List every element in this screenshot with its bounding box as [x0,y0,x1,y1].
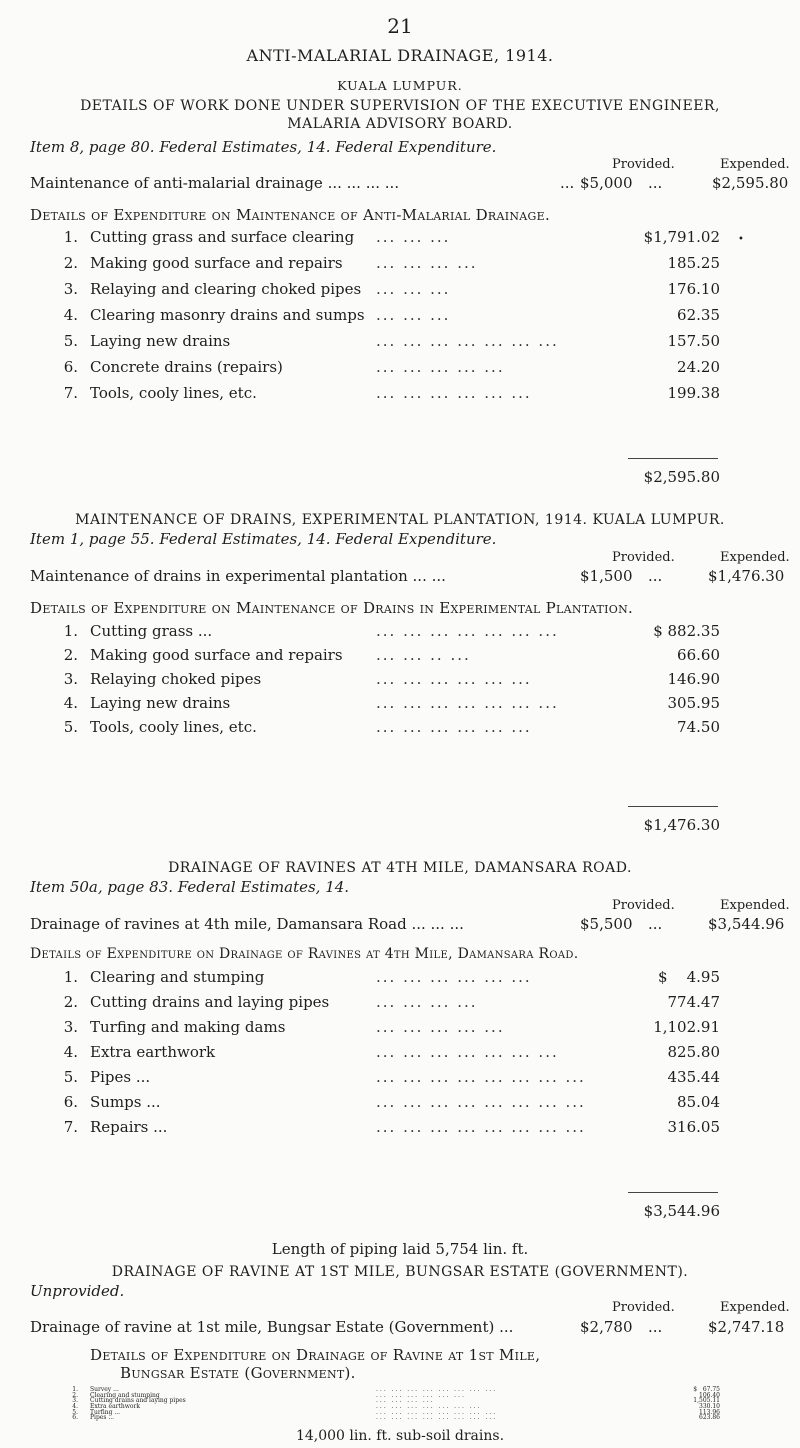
expended-amount-2: $1,476.30 [708,567,785,585]
summary-label-4: Drainage of ravine at 1st mile, Bungsar Estate (Government) ... [30,1318,514,1336]
expenditure-row [56,718,726,738]
expenditure-row [56,358,726,378]
row-number: 4. [63,1043,78,1061]
details-heading-2: Details of Expenditure on Maintenance of Drains in Experimental Plantation. [30,599,634,617]
row-leader-dots: ... ... ... [376,306,451,324]
row-number: 2. [63,993,78,1011]
row-number: 6. [63,358,78,376]
row-number: 4. [63,306,78,324]
row-amount: 435.44 [667,1068,720,1086]
row-label: Relaying choked pipes [90,670,262,688]
provided-header-2: Provided. [612,550,675,565]
row-leader-dots: ... ... ... ... ... ... ... ... [376,1414,498,1422]
expended-amount-4: $2,747.18 [708,1318,785,1336]
row-label: Turfing and making dams [90,1018,286,1036]
row-number: 4. [63,694,78,712]
row-amount: 176.10 [667,280,720,298]
expenditure-row [56,228,726,248]
row-label: Cutting grass ... [90,622,213,640]
row-amount: 330.10 [699,1403,720,1410]
details-heading-4b: Bungsar Estate (Government). [120,1364,356,1382]
row-number: 1. [72,1386,78,1393]
subsoil-note: 14,000 lin. ft. sub-soil drains. [295,1428,505,1444]
total-rule-1 [628,458,718,459]
row-label: Clearing masonry drains and sumps [90,306,365,324]
row-leader-dots: ... ... ... ... ... ... ... [376,332,559,350]
expenditure-row [56,254,726,274]
expenditure-row [56,968,726,988]
row-label: Sumps ... [90,1093,161,1111]
row-number: 1. [63,968,78,986]
expenditure-row [56,993,726,1013]
row-amount: 1,505.11 [693,1397,720,1405]
row-label: Making good surface and repairs [90,646,343,664]
total-amount-1: $2,595.80 [643,468,720,486]
row-amount: $ 67.75 [693,1386,720,1393]
item-reference-4: Unprovided. [30,1282,125,1300]
page-number: 21 [387,14,413,38]
row-label: Pipes ... [90,1414,115,1422]
total-rule-2 [628,806,718,807]
row-leader-dots: ... ... ... ... ... ... [376,670,532,688]
row-label: Concrete drains (repairs) [90,358,283,376]
row-number: 3. [63,670,78,688]
row-amount: 113.96 [699,1408,720,1416]
row-amount: 106.40 [699,1391,720,1399]
summary-label-2: Maintenance of drains in experimental plantation ... ... [30,567,446,585]
expenditure-row [56,1093,726,1113]
expenditure-row [56,384,726,404]
row-leader-dots: ... ... ... ... ... ... ... ... [376,1068,586,1086]
expended-header-2: Expended. [720,550,790,565]
row-label: Turfing ... [90,1408,121,1416]
total-amount-2: $1,476.30 [643,816,720,834]
row-label: Clearing and stumping [90,968,265,986]
row-number: 6. [72,1414,78,1422]
row-label: Making good surface and repairs [90,254,343,272]
row-label: Cutting drains and laying pipes [90,993,330,1011]
row-leader-dots: ... ... ... ... ... ... ... [376,694,559,712]
row-label: Extra earthwork [90,1403,141,1410]
row-amount: 62.35 [677,306,720,324]
row-amount: $ 882.35 [653,622,720,640]
row-leader-dots: ... ... ... ... ... ... ... ... [376,1093,586,1111]
row-amount: 825.80 [667,1043,720,1061]
row-label: Laying new drains [90,332,231,350]
row-number: 3. [63,280,78,298]
summary-label-3: Drainage of ravines at 4th mile, Damansara Road ... ... ... [30,915,464,933]
subtitle-line-1: DETAILS OF WORK DONE UNDER SUPERVISION OF THE EXECUTIVE ENGINEER, [80,98,720,114]
row-leader-dots: ... ... ... ... ... ... [376,718,532,736]
provided-header-1: Provided. [612,157,675,172]
row-leader-dots: ... ... ... [376,228,451,246]
row-number: 5. [72,1408,78,1416]
row-number: 4. [72,1403,78,1410]
row-label: Laying new drains [90,694,231,712]
row-leader-dots: ... ... ... ... ... ... ... ... [376,1386,498,1393]
row-leader-dots: ... ... ... ... [376,254,478,272]
row-number: 7. [63,384,78,402]
row-number: 6. [63,1093,78,1111]
row-number: 7. [63,1118,78,1136]
row-amount: $1,791.02 [643,228,720,246]
provided-header-4: Provided. [612,1300,675,1315]
expended-header-4: Expended. [720,1300,790,1315]
row-amount: 1,102.91 [653,1018,720,1036]
expenditure-row [56,1068,726,1088]
provided-amount-1: $5,000 [580,174,633,192]
row-number: 2. [72,1391,78,1399]
total-amount-3: $3,544.96 [643,1202,720,1220]
document-title: ANTI-MALARIAL DRAINAGE, 1914. [246,46,554,65]
details-heading-3: Details of Expenditure on Drainage of Ravines at 4th Mile, Damansara Road. [30,946,579,962]
expenditure-row [56,622,726,642]
row-amount: 146.90 [667,670,720,688]
row-label: Relaying and clearing choked pipes [90,280,362,298]
row-label: Tools, cooly lines, etc. [90,718,257,736]
document-page: 21 ANTI-MALARIAL DRAINAGE, 1914. KUALA LUMPUR. DETAILS OF WORK DONE UNDER SUPERVISION OF THE EXECUTIVE ENGINEER, MALARIA ADVISORY BOARD. Item 8, page 80. Federal Estimates, 14. Federal Expenditure. Provided. Expended. Maintenance of anti-malarial drainage ... ... ... ... ... $5,000 ... $2,595.80 Details of Expenditure on Maintenance of Anti-Malarial Drainage. 1. Cutting grass and surface clearing ... ... ... $1,791.02 2. Making good surface and repairs ... ... ... ... 185.25 3. Relaying and clearing choked pipes ... ... ... 176.10 4. Clearing masonry drains and sumps ... ... ... 62.35 5. Laying new drains ... ... ... ... ... ... ... 157.50 6. Concrete drains (repairs) ... ... ... ... ... 24.20 7. Tools, cooly lines, etc. ... ... ... ... ... ... 199.38 $2,595.80 • MAINTENANCE OF DRAINS, EXPERIMENTAL PLANTATION, 1914. KUALA LUMPUR. Item 1, page 55. Federal Estimates, 14. Federal Expenditure. Provided. Expended. Maintenance of drains in experimental plantation ... ... $1,500 ... $1,476.30 Details of Expenditure on Maintenance of Drains in Experimental Plantation. 1. Cutting grass ... ... ... ... ... ... ... ... $ 882.35 2. Making good surface and repairs ... ... .. ... 66.60 3. Relaying choked pipes ... ... ... ... ... ... 146.90 4. Laying new drains ... ... ... ... ... ... ... 305.95 5. Tools, cooly lines, etc. ... ... ... ... ... ... 74.50 $1,476.30 DRAINAGE OF RAVINES AT 4TH MILE, DAMANSARA ROAD. Item 50a, page 83. Federal Estimates, 14. Provided. Expended. Drainage of ravines at 4th mile, Damansara Road ... ... ... $5,500 ... $3,544.96 Details of Expenditure on Drainage of Ravines at 4th Mile, Damansara Road. 1. Clearing and stumping ... ... ... ... ... ... $ 4.95 2. Cutting drains and laying pipes ... ... ... ... 774.47 3. Turfing and making dams ... ... ... ... ... 1,102.91 4. Extra earthwork ... ... ... ... ... ... ... 825.80 5. Pipes ... ... ... ... ... ... ... ... ... 435.44 6. Sumps ... ... ... ... ... ... ... ... ... 85.04 7. Repairs ... ... ... ... ... ... ... ... ... 316.05 $3,544.96 Length of piping laid 5,754 lin. ft. DRAINAGE OF RAVINE AT 1ST MILE, BUNGSAR ESTATE (GOVERNMENT). Unprovided. Provided. Expended. Drainage of ravine at 1st mile, Bungsar Estate (Government) ... $2,780 ... $2,747.18 Details of Expenditure on Drainage of Ravine at 1st Mile, Bungsar Estate (Government). 1. Survey ... ... ... ... ... ... ... ... ... $ 67.75 2. Clearing and stumping ... ... ... ... ... ... 106.40 3. Cutting drains and laying pipes ... ... ... ... 1,505.11 4. Extra earthwork ... ... ... ... ... ... ... 330.10 5. Turfing ... ... ... ... ... ... ... ... ... 113.96 6. Pipes ... ... ... ... ... ... ... ... ... 623.86 14,000 lin. ft. sub-soil drains. [0,0,800,1448]
row-label: Survey ... [90,1386,119,1393]
row-label: Repairs ... [90,1118,168,1136]
row-leader-dots: ... ... ... ... ... ... ... ... [376,1408,498,1416]
expenditure-row [56,1043,726,1063]
row-amount: 157.50 [667,332,720,350]
row-label: Tools, cooly lines, etc. [90,384,257,402]
row-amount: 199.38 [667,384,720,402]
row-amount: 85.04 [677,1093,720,1111]
row-amount: 774.47 [667,993,720,1011]
row-label: Extra earthwork [90,1043,216,1061]
expended-amount-1: $2,595.80 [712,174,789,192]
expenditure-row [56,1018,726,1038]
row-amount: 24.20 [677,358,720,376]
row-amount: $ 4.95 [657,968,720,986]
expended-header-1: Expended. [720,157,790,172]
row-label: Clearing and stumping [90,1391,160,1399]
subtitle-line-2: MALARIA ADVISORY BOARD. [287,116,513,132]
expenditure-row [56,306,726,326]
row-leader-dots: ... ... ... ... ... ... ... ... [376,1118,586,1136]
row-leader-dots: ... ... ... ... ... ... [376,1391,466,1399]
provided-amount-2: $1,500 [580,567,633,585]
location-label: KUALA LUMPUR. [337,78,463,93]
row-leader-dots: ... ... ... ... [376,1397,435,1405]
row-number: 5. [63,1068,78,1086]
row-label: Cutting drains and laying pipes [90,1397,186,1405]
section-heading-4: DRAINAGE OF RAVINE AT 1ST MILE, BUNGSAR ESTATE (GOVERNMENT). [111,1264,689,1280]
row-amount: 74.50 [677,718,720,736]
expenditure-row [56,646,726,666]
row-number: 2. [63,646,78,664]
row-leader-dots: ... ... ... ... ... ... ... [376,1403,482,1410]
row-label: Pipes ... [90,1068,151,1086]
row-amount: 305.95 [667,694,720,712]
row-amount: 185.25 [667,254,720,272]
details-heading-1: Details of Expenditure on Maintenance of Anti-Malarial Drainage. [30,206,551,224]
piping-note: Length of piping laid 5,754 lin. ft. [271,1240,529,1258]
row-leader-dots: ... ... ... [376,280,451,298]
total-rule-3 [628,1192,718,1193]
section-heading-2: MAINTENANCE OF DRAINS, EXPERIMENTAL PLANTATION, 1914. KUALA LUMPUR. [75,512,725,528]
row-leader-dots: ... ... ... ... ... ... [376,384,532,402]
expenditure-row [56,694,726,714]
row-leader-dots: ... ... ... ... ... ... [376,968,532,986]
expenditure-row [56,670,726,690]
row-amount: 66.60 [677,646,720,664]
provided-header-3: Provided. [612,898,675,913]
item-reference-2: Item 1, page 55. Federal Estimates, 14. Federal Expenditure. [30,530,497,548]
provided-amount-3: $5,500 [580,915,633,933]
row-number: 3. [63,1018,78,1036]
row-number: 1. [63,622,78,640]
summary-label-1: Maintenance of anti-malarial drainage ... ... ... ... [30,174,400,192]
item-reference-3: Item 50a, page 83. Federal Estimates, 14. [30,878,350,896]
row-leader-dots: ... ... ... ... ... [376,1018,505,1036]
expenditure-row [56,1118,726,1138]
row-number: 2. [63,254,78,272]
row-number: 1. [63,228,78,246]
row-leader-dots: ... ... ... ... ... ... ... [376,1043,559,1061]
item-reference-1: Item 8, page 80. Federal Estimates, 14. Federal Expenditure. [30,138,497,156]
section-heading-3: DRAINAGE OF RAVINES AT 4TH MILE, DAMANSARA ROAD. [168,860,632,876]
expended-header-3: Expended. [720,898,790,913]
expenditure-row [56,332,726,352]
row-leader-dots: ... ... ... ... [376,993,478,1011]
row-leader-dots: ... ... .. ... [376,646,471,664]
row-leader-dots: ... ... ... ... ... ... ... [376,622,559,640]
row-number: 3. [72,1397,78,1405]
row-label: Cutting grass and surface clearing [90,228,355,246]
provided-amount-4: $2,780 [580,1318,633,1336]
row-leader-dots: ... ... ... ... ... [376,358,505,376]
details-heading-4a: Details of Expenditure on Drainage of Ravine at 1st Mile, [90,1346,541,1364]
row-amount: 623.86 [699,1414,720,1422]
bullet-mark: • [738,234,744,245]
row-number: 5. [63,332,78,350]
row-number: 5. [63,718,78,736]
expended-amount-3: $3,544.96 [708,915,785,933]
row-amount: 316.05 [667,1118,720,1136]
expenditure-row [56,280,726,300]
